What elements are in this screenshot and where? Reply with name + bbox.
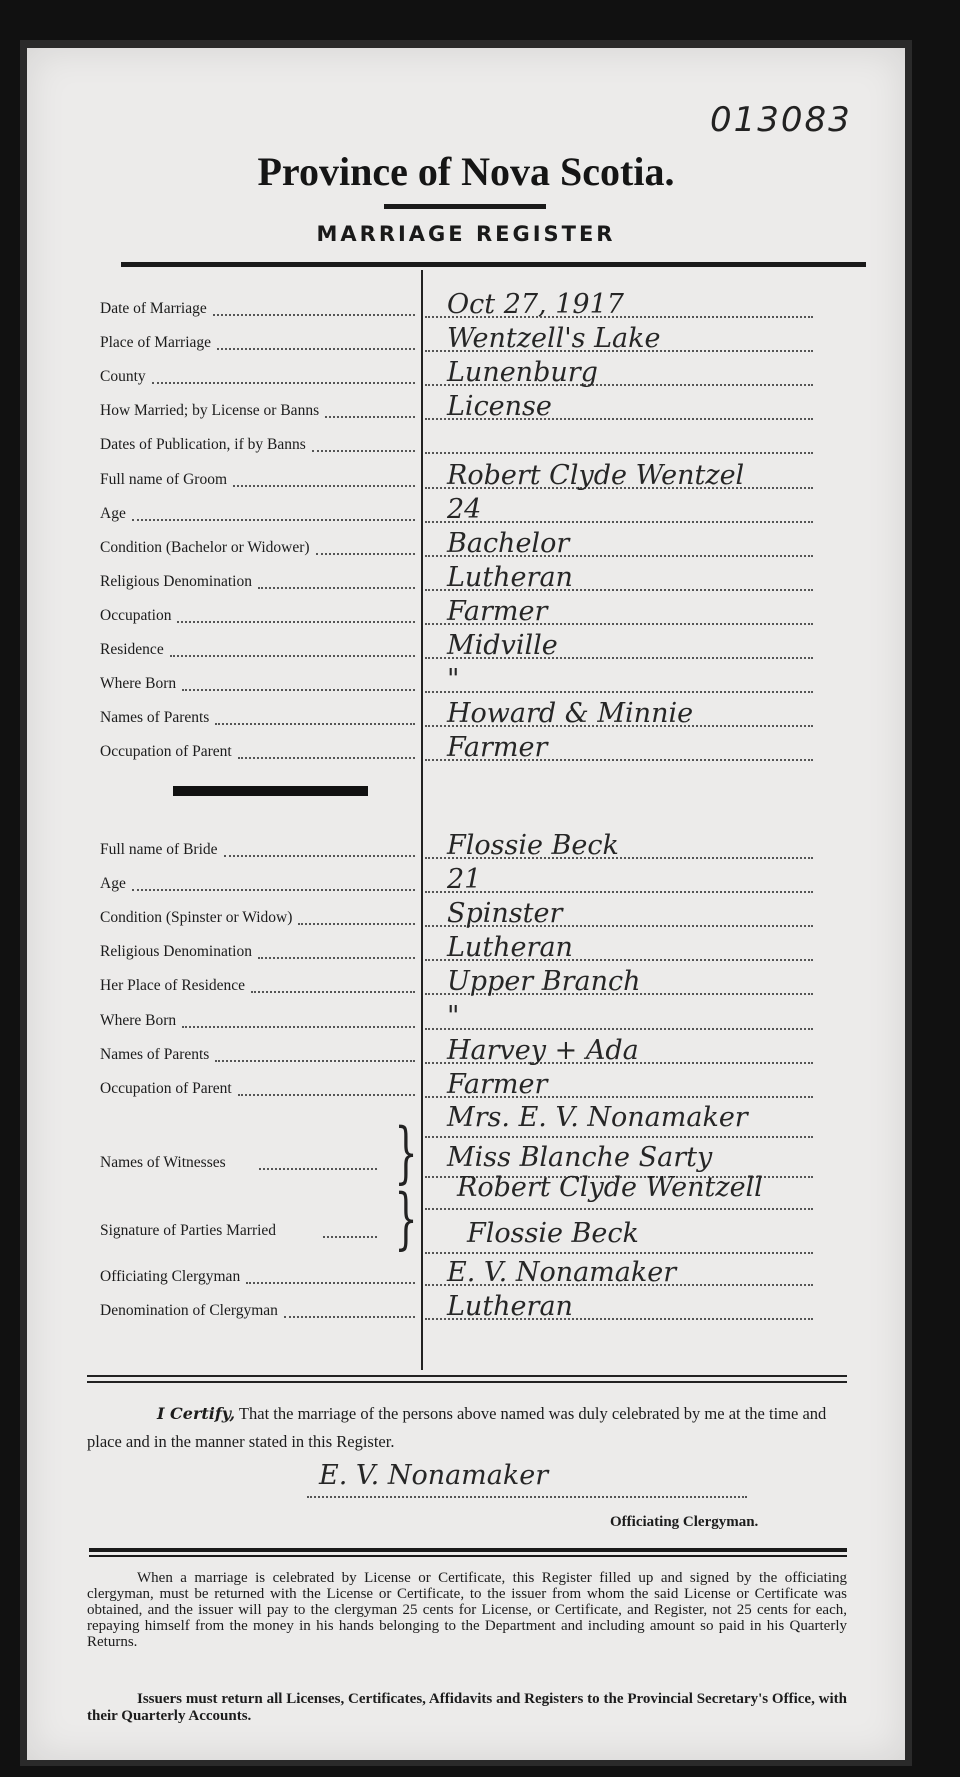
signature-groom: Robert Clyde Wentzell: [457, 1172, 763, 1203]
field-label: Religious Denomination: [100, 943, 252, 961]
certify-body: That the marriage of the persons above named was duly celebrated by me at the time and place and in the manner stated in this Register.: [87, 1404, 827, 1451]
bride-field-row: [27, 898, 905, 933]
leader-dots: [323, 1236, 377, 1238]
leader-dots: [246, 1282, 415, 1284]
groom-field-row: [27, 698, 905, 733]
entry-line: [425, 891, 813, 893]
leader-dots: [213, 314, 415, 316]
groom-field-row: [27, 595, 905, 631]
field-label: Where Born: [100, 1011, 177, 1029]
leader-dots: [258, 587, 415, 589]
groom-field-row: [27, 527, 905, 563]
groom-field-row: [27, 630, 905, 665]
field-value: Spinster: [447, 898, 563, 930]
field-label: Her Place of Residence: [100, 977, 246, 995]
field-value: Upper Branch: [447, 966, 641, 998]
field-value: 24: [447, 493, 482, 525]
groom-field-row: [27, 357, 905, 392]
register-sheet: [27, 48, 905, 1760]
leader-dots: [238, 1094, 415, 1096]
field-label: Date of Marriage: [100, 300, 207, 317]
leader-dots: [215, 723, 415, 725]
return-notice: When a marriage is celebrated by License or Certificate, this Register filled up and signed by the officiating clergyman, must be returned with the License or Certificate, to the issuer from whom the said License or Certificate was obtained, and the issuer will pay to the clergyman 25 cents for License, or Certificate, and Register, not 25 cents for each, repaying himself from the money in his hands belonging to the Department and including amount so paid in his Quarterly Returns.: [87, 1570, 847, 1650]
field-value: Flossie Beck: [447, 830, 619, 861]
groom-field-row: [27, 289, 905, 324]
field-label: Age: [100, 504, 126, 522]
entry-line: [425, 452, 813, 454]
witnesses-label: Names of Witnesses: [100, 1154, 226, 1171]
field-label: Condition (Spinster or Widow): [100, 909, 293, 927]
leader-dots: [259, 1168, 377, 1170]
leader-dots: [177, 621, 415, 623]
section-divider-bar: [173, 786, 368, 796]
field-value: Midville: [447, 630, 558, 661]
leader-dots: [251, 991, 415, 993]
field-value: Howard & Minnie: [447, 698, 694, 730]
leader-dots: [215, 1060, 415, 1062]
notice-rule-top: [89, 1548, 847, 1552]
field-label: Occupation: [100, 606, 172, 624]
field-value: Farmer: [447, 732, 548, 764]
field-value: Robert Clyde Wentzel: [447, 459, 745, 491]
groom-field-row: [27, 561, 905, 597]
groom-field-row: [27, 459, 905, 495]
field-label: Religious Denomination: [100, 572, 252, 590]
witness-1-line: [425, 1136, 813, 1138]
field-label: Dates of Publication, if by Banns: [100, 436, 306, 454]
bride-field-row: [27, 1034, 905, 1070]
bride-field-row: [27, 864, 905, 899]
field-value: E. V. Nonamaker: [447, 1257, 677, 1288]
clergy-field-row: [27, 1291, 905, 1326]
field-value: License: [447, 391, 552, 423]
field-value: 21: [447, 864, 482, 896]
leader-dots: [170, 655, 415, 657]
certification-text: [87, 1400, 847, 1456]
certify-signature: E. V. Nonamaker: [319, 1460, 549, 1491]
leader-dots: [224, 855, 415, 857]
field-value: Lutheran: [447, 1291, 573, 1322]
field-value: Lutheran: [447, 561, 573, 593]
bride-field-row: [27, 932, 905, 967]
witness-1: Mrs. E. V. Nonamaker: [447, 1102, 748, 1133]
leader-dots: [182, 1026, 415, 1028]
page-subtitle: MARRIAGE REGISTER: [316, 222, 616, 246]
page-title: Province of Nova Scotia.: [257, 149, 675, 194]
leader-dots: [233, 485, 415, 487]
entry-line: [425, 1028, 813, 1030]
groom-field-row: [27, 323, 905, 358]
signature-groom-line: [425, 1208, 813, 1210]
field-value: ": [447, 1000, 460, 1032]
serial-number: 013083: [710, 100, 852, 140]
field-label: How Married; by License or Banns: [100, 402, 320, 420]
leader-dots: [258, 957, 415, 959]
leader-dots: [152, 382, 415, 384]
leader-dots: [325, 416, 415, 418]
issuers-notice: Issuers must return all Licenses, Certificates, Affidavits and Registers to the Provincial Secretary's Office, with their Quarterly Accounts.: [87, 1691, 847, 1724]
field-value: ": [447, 664, 460, 696]
leader-dots: [132, 519, 415, 521]
field-label: Full name of Bride: [100, 841, 218, 858]
leader-dots: [284, 1316, 415, 1318]
certify-signature-line: [307, 1496, 747, 1498]
field-label: Denomination of Clergyman: [100, 1302, 278, 1319]
header-rule: [121, 262, 866, 267]
field-label: Age: [100, 875, 126, 893]
field-value: Wentzell's Lake: [447, 323, 661, 355]
field-label: Occupation of Parent: [100, 1079, 232, 1097]
field-label: Names of Parents: [100, 1045, 210, 1063]
witness-2: Miss Blanche Sarty: [447, 1142, 713, 1173]
witnesses-brace: }: [394, 1114, 418, 1191]
leader-dots: [316, 553, 415, 555]
field-label: Condition (Bachelor or Widower): [100, 538, 310, 556]
field-label: Full name of Groom: [100, 470, 227, 488]
certify-signature-label: Officiating Clergyman.: [610, 1514, 759, 1530]
field-value: Lutheran: [447, 932, 573, 964]
signatures-brace: }: [394, 1180, 418, 1257]
certify-rule-bottom: [87, 1381, 847, 1383]
bride-field-row: [27, 1068, 905, 1104]
signature-bride-line: [425, 1252, 813, 1254]
leader-dots: [132, 889, 415, 891]
field-label: Names of Parents: [100, 709, 210, 727]
groom-field-row: [27, 391, 905, 426]
leader-dots: [238, 757, 415, 759]
title-rule: [384, 204, 546, 209]
groom-field-row: [27, 493, 905, 529]
field-value: Farmer: [447, 595, 548, 627]
signatures-label: Signature of Parties Married: [100, 1222, 277, 1239]
certify-lead: I Certify,: [157, 1404, 236, 1423]
field-value: Farmer: [447, 1068, 548, 1100]
signatures-row: [27, 1214, 905, 1246]
signature-bride: Flossie Beck: [467, 1218, 639, 1249]
field-label: County: [100, 368, 146, 386]
leader-dots: [298, 923, 415, 925]
notice-rule-bottom: [89, 1555, 847, 1557]
bride-field-row: [27, 830, 905, 865]
leader-dots: [182, 689, 415, 691]
bride-field-row: [27, 1000, 905, 1036]
field-label: Place of Marriage: [100, 334, 212, 352]
leader-dots: [217, 348, 415, 350]
entry-line: [425, 521, 813, 523]
field-value: Bachelor: [447, 527, 570, 559]
field-label: Residence: [100, 641, 164, 658]
groom-field-row: [27, 732, 905, 767]
certify-rule-top: [87, 1375, 847, 1377]
field-label: Occupation of Parent: [100, 743, 232, 761]
clergy-field-row: [27, 1257, 905, 1292]
groom-field-row: [27, 428, 905, 460]
field-value: Oct 27, 1917: [447, 289, 624, 320]
field-label: Officiating Clergyman: [100, 1268, 241, 1285]
leader-dots: [312, 450, 415, 452]
bride-field-row: [27, 966, 905, 1001]
groom-field-row: [27, 664, 905, 699]
field-value: Harvey + Ada: [447, 1034, 639, 1066]
field-label: Where Born: [100, 675, 177, 693]
entry-line: [425, 691, 813, 693]
field-value: Lunenburg: [447, 357, 598, 389]
